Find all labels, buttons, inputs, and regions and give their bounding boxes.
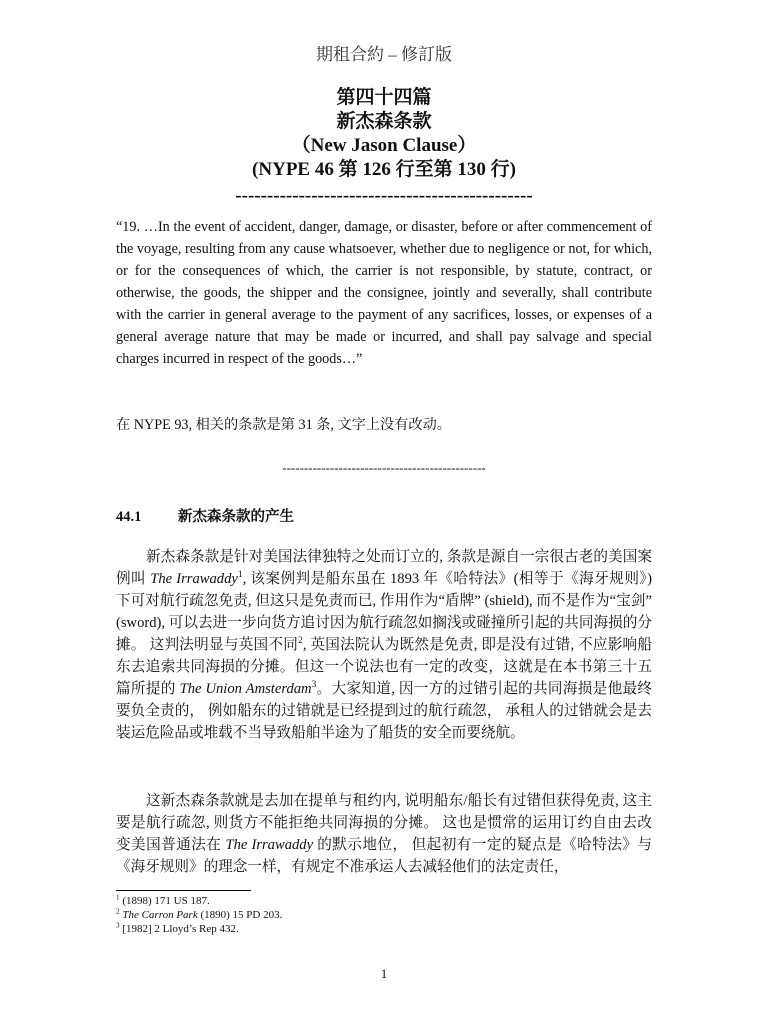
running-header: 期租合約 – 修訂版 [316, 45, 452, 64]
case-name-irrawaddy-2: The Irrawaddy [225, 837, 314, 853]
section-divider: ----------------------------------------------- [282, 460, 486, 475]
section-number: 44.1 [116, 509, 142, 525]
footnotes [116, 894, 282, 936]
clause-name-chinese: 新杰森条款 [336, 111, 432, 132]
para1-text-1: 新杰森条款是针对美国法律独特之处而订立的, 条款是源自一宗很古老的美国案例叫 [116, 549, 652, 587]
page-number: 1 [380, 966, 388, 981]
paragraph-clause-purpose [116, 790, 652, 878]
footnote-separator [116, 890, 251, 891]
paragraph-origin [116, 546, 652, 744]
title-rule: ----------------------------------------------- [235, 185, 533, 206]
clause-source-lines: (NYPE 46 第 126 行至第 130 行) [252, 159, 516, 180]
para1-text-4: 。大家知道, 因一方的过错引起的共同海损是他最终要负全责的， 例如船东的过错就是已经提到过的航行疏忽， 承租人的过错就会是去装运危险品或堆载不当导致船舶半途为了船货的安全而要绕航。 [116, 681, 652, 741]
para2-text-1: 这新杰森条款就是去加在提单与租约内, 说明船东/船长有过错但获得免责, 这主要是航行疏忽, 则货方不能拒绝共同海损的分摊。 这也是惯常的运用订约自由去改变美国普通法在 [116, 793, 652, 853]
chapter-title-block [0, 86, 768, 208]
case-name-union-amsterdam: The Union Amsterdam [179, 681, 312, 697]
footnote-ref-2[interactable]: 2 [298, 636, 303, 647]
footnote-1: $^1$ (1898) 171 US 187. [116, 893, 210, 907]
footnote-3: $^3$ [1982] 2 Lloyd’s Rep 432. [116, 921, 239, 935]
para1-text-2: , 该案例判是船东虽在 1893 年《哈特法》(相等于《海牙规则》) 下可对航行疏忽免责, 但这只是免责而已, 作用作为“盾牌” (shield), 而不是作为“宝剑” (sword), 可以去进一步向货方追讨因为航行疏忽如搁浅或碰撞所引起的共同海损的分摊。 这判法明显与英国不同 [116, 571, 652, 653]
clause-name-english: （New Jason Clause） [291, 135, 477, 156]
para1-text-3: , 英国法院认为既然是免责, 即是没有过错, 不应影响船东去追索共同海损的分摊。但这一个说法也有一定的改变，这就是在本书第三十五篇所提的 [116, 637, 652, 697]
footnote-ref-3[interactable]: 3 [311, 680, 317, 691]
footnote-ref-1[interactable]: 1 [237, 570, 243, 581]
chapter-number: 第四十四篇 [336, 87, 432, 108]
section-heading [116, 505, 294, 526]
clause-quote: “19. …In the event of accident, danger, damage, or disaster, before or after commencement of the voyage, resulting from any cause whatsoever, whether due to negligence or not, for which, or for the consequences of which, the carrier is not responsible, by statute, contract, or otherwise, the goods, the shipper and the consignee, jointly and severally, shall contribute with the carrier in general average to the payment of any sacrifices, losses, or expenses of a general average nature that may be made or incurred, and shall pay salvage and special charges incurred in respect of the goods…” [116, 219, 652, 367]
nype93-note: 在 NYPE 93, 相关的条款是第 31 条, 文字上没有改动。 [116, 417, 451, 433]
case-name-irrawaddy: The Irrawaddy [150, 571, 238, 587]
section-title: 新杰森条款的产生 [178, 509, 294, 525]
para2-text-2: 的默示地位， 但起初有一定的疑点是《哈特法》与《海牙规则》的理念一样，有规定不准承运人去减轻他们的法定责任， [116, 837, 652, 875]
footnote-2: $^2$ The Carron Park (1890) 15 PD 203. [116, 907, 283, 921]
